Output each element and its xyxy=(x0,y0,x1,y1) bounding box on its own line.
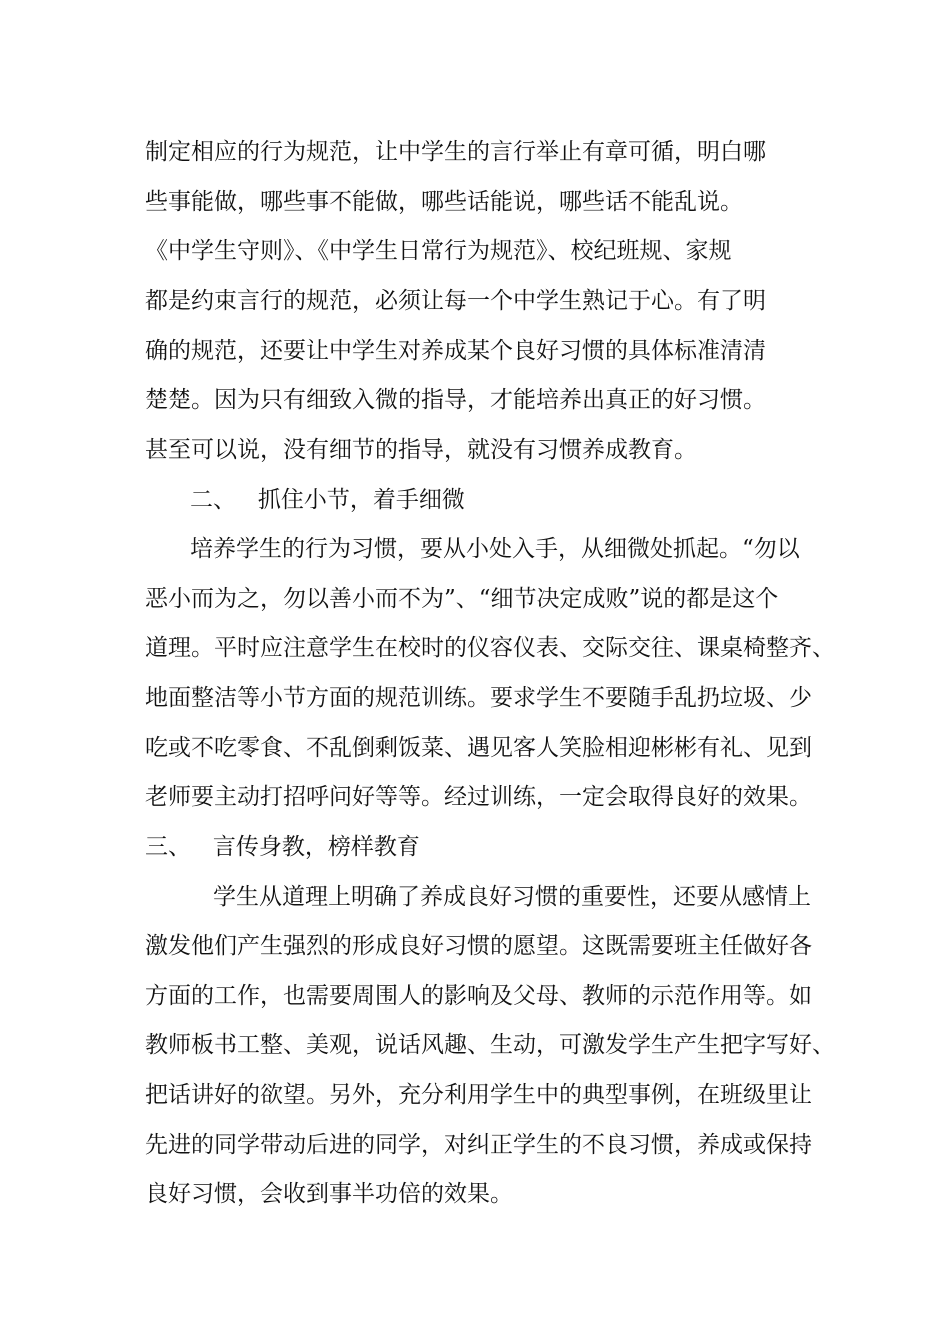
section-heading-2: 二、 抓住小节，着手细微 xyxy=(190,487,465,513)
paragraph-1-line-1: 制定相应的行为规范，让中学生的言行举止有章可循，明白哪 xyxy=(145,139,766,165)
paragraph-1-line-7: 甚至可以说，没有细节的指导，就没有习惯养成教育。 xyxy=(145,437,697,463)
paragraph-2-line-3: 道理。平时应注意学生在校时的仪容仪表、交际交往、课桌椅整齐、 xyxy=(145,635,835,661)
paragraph-2-line-4: 地面整洁等小节方面的规范训练。要求学生不要随手乱扔垃圾、少 xyxy=(145,685,812,711)
paragraph-3-line-1: 学生从道理上明确了养成良好习惯的重要性，还要从感情上 xyxy=(213,884,811,910)
paragraph-3-line-2: 激发他们产生强烈的形成良好习惯的愿望。这既需要班主任做好各 xyxy=(145,933,812,959)
paragraph-2-line-5: 吃或不吃零食、不乱倒剩饭菜、遇见客人笑脸相迎彬彬有礼、见到 xyxy=(145,735,812,761)
paragraph-3-line-3: 方面的工作，也需要周围人的影响及父母、教师的示范作用等。如 xyxy=(145,983,812,1009)
paragraph-2-line-6: 老师要主动打招呼问好等等。经过训练，一定会取得良好的效果。 xyxy=(145,784,812,810)
paragraph-3-line-4: 教师板书工整、美观，说话风趣、生动，可激发学生产生把字写好、 xyxy=(145,1032,835,1058)
paragraph-1-line-5: 确的规范，还要让中学生对养成某个良好习惯的具体标准清清 xyxy=(145,338,766,364)
section-heading-3: 三、 言传身教，榜样教育 xyxy=(145,834,420,860)
paragraph-1-line-6: 楚楚。因为只有细致入微的指导，才能培养出真正的好习惯。 xyxy=(145,387,766,413)
paragraph-2-line-2: 恶小而为之，勿以善小而不为”、“细节决定成败”说的都是这个 xyxy=(145,586,779,612)
paragraph-1-line-3: 《中学生守则》、《中学生日常行为规范》、校纪班规、家规 xyxy=(145,238,732,264)
paragraph-3-line-7: 良好习惯，会收到事半功倍的效果。 xyxy=(145,1181,513,1207)
paragraph-3-line-5: 把话讲好的欲望。另外，充分利用学生中的典型事例，在班级里让 xyxy=(145,1082,812,1108)
paragraph-1-line-2: 些事能做，哪些事不能做，哪些话能说，哪些话不能乱说。 xyxy=(145,189,743,215)
paragraph-1-line-4: 都是约束言行的规范，必须让每一个中学生熟记于心。有了明 xyxy=(145,288,766,314)
paragraph-3-line-6: 先进的同学带动后进的同学，对纠正学生的不良习惯，养成或保持 xyxy=(145,1132,812,1158)
paragraph-2-line-1: 培养学生的行为习惯，要从小处入手，从细微处抓起。“勿以 xyxy=(190,536,800,562)
